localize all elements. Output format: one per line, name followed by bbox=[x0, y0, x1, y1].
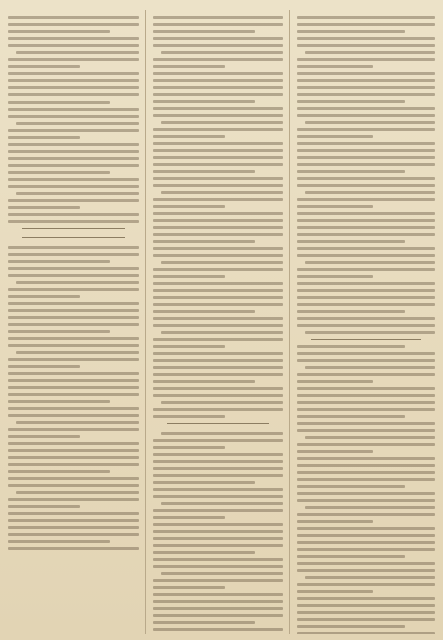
text-line bbox=[297, 58, 435, 61]
text-line bbox=[8, 358, 139, 361]
text-line bbox=[297, 72, 435, 75]
text-line bbox=[297, 86, 435, 89]
text-line bbox=[153, 460, 284, 463]
text-line bbox=[297, 226, 435, 229]
text-line bbox=[8, 213, 139, 216]
text-line bbox=[297, 394, 435, 397]
text-line bbox=[297, 30, 404, 33]
text-line bbox=[297, 219, 435, 222]
text-line bbox=[297, 485, 404, 488]
text-line bbox=[305, 366, 435, 369]
text-line bbox=[153, 233, 284, 236]
text-line bbox=[153, 579, 284, 582]
text-line bbox=[297, 450, 373, 453]
text-line bbox=[8, 407, 139, 410]
text-line bbox=[153, 240, 255, 243]
text-line bbox=[153, 128, 284, 131]
text-line bbox=[153, 79, 284, 82]
text-line bbox=[297, 212, 435, 215]
text-line bbox=[8, 86, 139, 89]
text-line bbox=[161, 502, 284, 505]
text-line bbox=[297, 37, 435, 40]
text-line bbox=[297, 471, 435, 474]
text-line bbox=[297, 618, 435, 621]
text-line bbox=[153, 565, 284, 568]
text-line bbox=[297, 632, 435, 634]
text-block bbox=[8, 101, 139, 223]
text-line bbox=[297, 597, 435, 600]
text-line bbox=[297, 205, 373, 208]
text-line bbox=[153, 593, 284, 596]
text-line bbox=[305, 436, 435, 439]
text-line bbox=[8, 526, 139, 529]
text-line bbox=[8, 540, 110, 543]
text-line bbox=[297, 429, 435, 432]
text-line bbox=[297, 100, 404, 103]
text-line bbox=[305, 191, 435, 194]
text-line bbox=[8, 136, 80, 139]
text-line bbox=[153, 16, 284, 19]
text-line bbox=[153, 359, 284, 362]
text-line bbox=[8, 414, 139, 417]
text-line bbox=[161, 432, 284, 435]
text-line bbox=[153, 509, 284, 512]
text-line bbox=[16, 192, 139, 195]
text-line bbox=[8, 79, 139, 82]
text-line bbox=[8, 260, 110, 263]
text-line bbox=[8, 498, 139, 501]
text-line bbox=[297, 79, 435, 82]
text-line bbox=[8, 323, 139, 326]
text-line bbox=[8, 470, 110, 473]
text-line bbox=[297, 107, 435, 110]
text-line bbox=[8, 512, 139, 515]
text-line bbox=[297, 569, 435, 572]
text-line bbox=[153, 226, 284, 229]
text-line bbox=[153, 415, 225, 418]
text-line bbox=[8, 199, 139, 202]
text-line bbox=[8, 253, 139, 256]
text-line bbox=[153, 30, 255, 33]
text-line bbox=[153, 338, 284, 341]
text-line bbox=[153, 394, 284, 397]
text-line bbox=[8, 65, 80, 68]
text-line bbox=[153, 23, 284, 26]
text-line bbox=[8, 295, 80, 298]
text-line bbox=[153, 58, 284, 61]
text-line bbox=[153, 44, 284, 47]
text-line bbox=[8, 477, 139, 480]
text-line bbox=[8, 365, 80, 368]
text-line bbox=[153, 551, 255, 554]
text-line bbox=[153, 453, 284, 456]
text-line bbox=[297, 198, 435, 201]
text-line bbox=[8, 143, 139, 146]
text-line bbox=[153, 495, 284, 498]
text-line bbox=[8, 185, 139, 188]
text-line bbox=[297, 65, 373, 68]
text-line bbox=[297, 604, 435, 607]
text-line bbox=[297, 184, 435, 187]
text-line bbox=[305, 261, 435, 264]
text-line bbox=[8, 101, 110, 104]
text-line bbox=[297, 156, 435, 159]
text-line bbox=[297, 415, 404, 418]
text-line bbox=[297, 275, 373, 278]
text-line bbox=[297, 520, 373, 523]
text-line bbox=[297, 142, 435, 145]
text-line bbox=[8, 16, 139, 19]
text-line bbox=[153, 558, 284, 561]
text-line bbox=[153, 177, 284, 180]
text-line bbox=[153, 446, 225, 449]
text-line bbox=[153, 142, 284, 145]
text-line bbox=[8, 344, 139, 347]
text-line bbox=[297, 611, 435, 614]
section-divider bbox=[22, 237, 125, 238]
text-line bbox=[153, 544, 284, 547]
text-line bbox=[153, 93, 284, 96]
text-line bbox=[153, 254, 284, 257]
text-line bbox=[153, 537, 284, 540]
text-line bbox=[297, 408, 435, 411]
text-line bbox=[8, 428, 139, 431]
text-line bbox=[153, 310, 255, 313]
text-line bbox=[153, 247, 284, 250]
text-line bbox=[8, 463, 139, 466]
text-line bbox=[297, 254, 435, 257]
column-3 bbox=[297, 10, 435, 634]
text-line bbox=[153, 614, 284, 617]
text-line bbox=[8, 157, 139, 160]
text-line bbox=[297, 562, 435, 565]
text-line bbox=[297, 310, 404, 313]
text-line bbox=[153, 607, 284, 610]
text-line bbox=[8, 372, 139, 375]
text-line bbox=[8, 44, 139, 47]
text-line bbox=[305, 331, 435, 334]
text-line bbox=[153, 170, 255, 173]
text-line bbox=[153, 282, 284, 285]
text-line bbox=[8, 400, 110, 403]
text-line bbox=[153, 198, 284, 201]
text-line bbox=[153, 373, 284, 376]
text-line bbox=[8, 115, 139, 118]
section-divider bbox=[311, 339, 421, 340]
text-line bbox=[297, 23, 435, 26]
text-line bbox=[297, 541, 435, 544]
text-line bbox=[297, 380, 373, 383]
text-line bbox=[8, 150, 139, 153]
text-line bbox=[297, 555, 404, 558]
text-line bbox=[297, 289, 435, 292]
text-line bbox=[8, 58, 139, 61]
text-line bbox=[297, 499, 435, 502]
text-line bbox=[153, 387, 284, 390]
text-line bbox=[8, 330, 110, 333]
text-line bbox=[297, 401, 435, 404]
text-line bbox=[153, 621, 255, 624]
text-line bbox=[297, 135, 373, 138]
text-line bbox=[8, 379, 139, 382]
text-line bbox=[297, 527, 435, 530]
text-line bbox=[8, 288, 139, 291]
text-line bbox=[153, 275, 225, 278]
text-line bbox=[153, 345, 225, 348]
text-block bbox=[153, 16, 284, 418]
text-line bbox=[153, 107, 284, 110]
text-line bbox=[8, 164, 139, 167]
text-line bbox=[8, 442, 139, 445]
text-line bbox=[153, 408, 284, 411]
text-line bbox=[305, 576, 435, 579]
text-line bbox=[297, 625, 404, 628]
text-line bbox=[8, 386, 139, 389]
text-line bbox=[297, 345, 404, 348]
text-line bbox=[8, 533, 139, 536]
text-line bbox=[153, 65, 225, 68]
text-line bbox=[16, 51, 139, 54]
text-line bbox=[8, 37, 139, 40]
text-line bbox=[297, 352, 435, 355]
text-line bbox=[153, 100, 255, 103]
text-line bbox=[8, 456, 139, 459]
text-line bbox=[161, 572, 284, 575]
text-line bbox=[16, 122, 139, 125]
text-line bbox=[8, 449, 139, 452]
text-line bbox=[297, 16, 435, 19]
text-line bbox=[8, 72, 139, 75]
text-line bbox=[8, 171, 110, 174]
text-line bbox=[161, 401, 284, 404]
text-line bbox=[153, 114, 284, 117]
text-line bbox=[153, 474, 284, 477]
column-layout bbox=[8, 10, 435, 634]
text-line bbox=[161, 331, 284, 334]
text-line bbox=[8, 274, 139, 277]
text-line bbox=[8, 246, 139, 249]
text-line bbox=[8, 267, 139, 270]
text-line bbox=[297, 177, 435, 180]
text-block bbox=[297, 16, 435, 334]
text-line bbox=[297, 492, 435, 495]
text-line bbox=[297, 464, 435, 467]
text-block bbox=[8, 246, 139, 550]
text-line bbox=[153, 184, 284, 187]
text-line bbox=[153, 303, 284, 306]
text-line bbox=[8, 547, 139, 550]
text-line bbox=[153, 488, 284, 491]
text-line bbox=[8, 220, 139, 223]
text-line bbox=[8, 435, 80, 438]
text-line bbox=[297, 163, 435, 166]
text-line bbox=[8, 30, 110, 33]
text-line bbox=[153, 205, 225, 208]
text-line bbox=[297, 44, 435, 47]
text-line bbox=[153, 586, 225, 589]
text-line bbox=[8, 484, 139, 487]
text-line bbox=[297, 114, 435, 117]
text-line bbox=[153, 163, 284, 166]
text-line bbox=[153, 530, 284, 533]
text-line bbox=[8, 337, 139, 340]
text-line bbox=[153, 86, 284, 89]
text-line bbox=[161, 261, 284, 264]
text-line bbox=[8, 206, 80, 209]
text-block bbox=[297, 345, 435, 634]
text-line bbox=[153, 324, 284, 327]
text-line bbox=[161, 121, 284, 124]
text-line bbox=[153, 600, 284, 603]
text-line bbox=[297, 93, 435, 96]
text-line bbox=[161, 191, 284, 194]
text-line bbox=[8, 519, 139, 522]
text-line bbox=[8, 505, 80, 508]
text-line bbox=[297, 513, 435, 516]
text-line bbox=[8, 108, 139, 111]
text-line bbox=[297, 149, 435, 152]
text-line bbox=[8, 309, 139, 312]
text-line bbox=[297, 324, 435, 327]
text-line bbox=[161, 51, 284, 54]
text-line bbox=[153, 296, 284, 299]
text-line bbox=[8, 393, 139, 396]
text-line bbox=[297, 282, 435, 285]
text-line bbox=[297, 457, 435, 460]
text-line bbox=[8, 302, 139, 305]
text-line bbox=[297, 422, 435, 425]
text-line bbox=[153, 352, 284, 355]
text-line bbox=[297, 359, 435, 362]
text-line bbox=[297, 387, 435, 390]
text-line bbox=[297, 583, 435, 586]
text-line bbox=[153, 135, 225, 138]
text-line bbox=[153, 212, 284, 215]
text-line bbox=[297, 443, 435, 446]
text-line bbox=[297, 247, 435, 250]
text-line bbox=[16, 351, 139, 354]
text-line bbox=[153, 156, 284, 159]
text-line bbox=[153, 628, 284, 631]
text-line bbox=[305, 51, 435, 54]
text-line bbox=[297, 296, 435, 299]
section-divider bbox=[22, 228, 125, 229]
text-line bbox=[305, 506, 435, 509]
text-line bbox=[297, 534, 435, 537]
text-line bbox=[8, 129, 139, 132]
text-line bbox=[153, 149, 284, 152]
text-line bbox=[153, 366, 284, 369]
text-line bbox=[8, 178, 139, 181]
text-line bbox=[153, 72, 284, 75]
text-line bbox=[16, 281, 139, 284]
text-line bbox=[297, 170, 404, 173]
text-line bbox=[153, 268, 284, 271]
section-divider bbox=[167, 423, 270, 424]
text-line bbox=[153, 516, 225, 519]
text-line bbox=[305, 121, 435, 124]
text-line bbox=[297, 303, 435, 306]
text-line bbox=[153, 380, 255, 383]
text-line bbox=[153, 289, 284, 292]
text-line bbox=[153, 439, 284, 442]
text-line bbox=[153, 467, 284, 470]
text-block bbox=[153, 432, 284, 634]
text-line bbox=[297, 268, 435, 271]
text-line bbox=[297, 590, 373, 593]
text-line bbox=[297, 240, 404, 243]
text-block bbox=[8, 16, 139, 96]
text-line bbox=[297, 317, 435, 320]
text-line bbox=[16, 491, 139, 494]
text-line bbox=[297, 548, 435, 551]
column-2 bbox=[153, 10, 291, 634]
text-line bbox=[297, 233, 435, 236]
text-line bbox=[153, 523, 284, 526]
text-line bbox=[153, 317, 284, 320]
column-1 bbox=[8, 10, 146, 634]
text-line bbox=[297, 478, 435, 481]
text-line bbox=[8, 93, 139, 96]
text-line bbox=[153, 37, 284, 40]
text-line bbox=[16, 421, 139, 424]
text-line bbox=[153, 219, 284, 222]
text-line bbox=[8, 316, 139, 319]
text-line bbox=[8, 23, 139, 26]
text-line bbox=[297, 373, 435, 376]
text-line bbox=[297, 128, 435, 131]
text-line bbox=[153, 481, 255, 484]
